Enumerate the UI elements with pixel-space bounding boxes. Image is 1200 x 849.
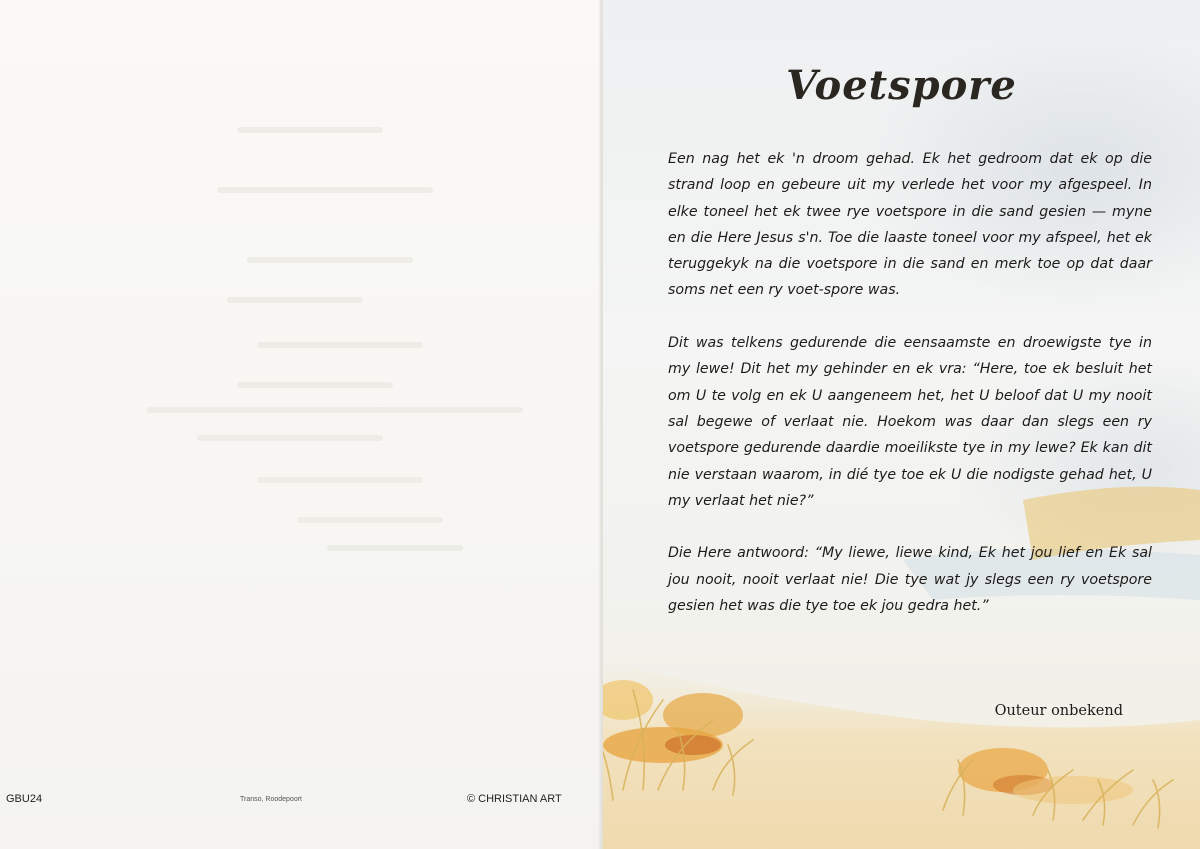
poem-body bbox=[668, 146, 1152, 646]
poem-paragraph-3: Die Here antwoord: “My liewe, liewe kind, Ek het jou lief en Ek sal jou nooit, nooit verlaat nie! Die tye wat jy slegs een ry voetspore gesien het was die tye toe ek jou gedra het.” bbox=[668, 545, 1152, 615]
poem-paragraph-1: Een nag het ek 'n droom gehad. Ek het gedroom dat ek op die strand loop en gebeure uit my verlede het voor my afgespeel. In elke toneel het ek twee rye voetspore in die sand gesien — myne en die Here Jesus s'n. Toe die laaste toneel voor my afspeel, het ek teruggekyk na die voetspore in die sand en merk toe op dat daar soms net een ry voet-spore was. bbox=[668, 151, 1152, 299]
poem-title: Voetspore bbox=[786, 62, 1017, 109]
copyright-notice: © CHRISTIAN ART bbox=[467, 793, 562, 805]
poem-author: Outeur onbekend bbox=[994, 703, 1123, 719]
card-code: GBU24 bbox=[6, 793, 43, 805]
printer-credit: Transo, Roodepoort bbox=[240, 796, 302, 803]
poem-paragraph-2: Dit was telkens gedurende die eensaamste en droewigste tye in my lewe! Dit het my gehinder en ek vra: “Here, toe ek besluit het om U te volg en ek U aangeneem het, het U beloof dat U my nooit sal begewe of verlaat nie. Hoekom was daar dan slegs een ry voetspore gedurende daardie moeilikste tye in my lewe? Ek kan dit nie verstaan waarom, in dié tye toe ek U die nodigste gehad het, U my verlaat het nie?” bbox=[668, 335, 1152, 509]
right-page bbox=[603, 0, 1200, 849]
